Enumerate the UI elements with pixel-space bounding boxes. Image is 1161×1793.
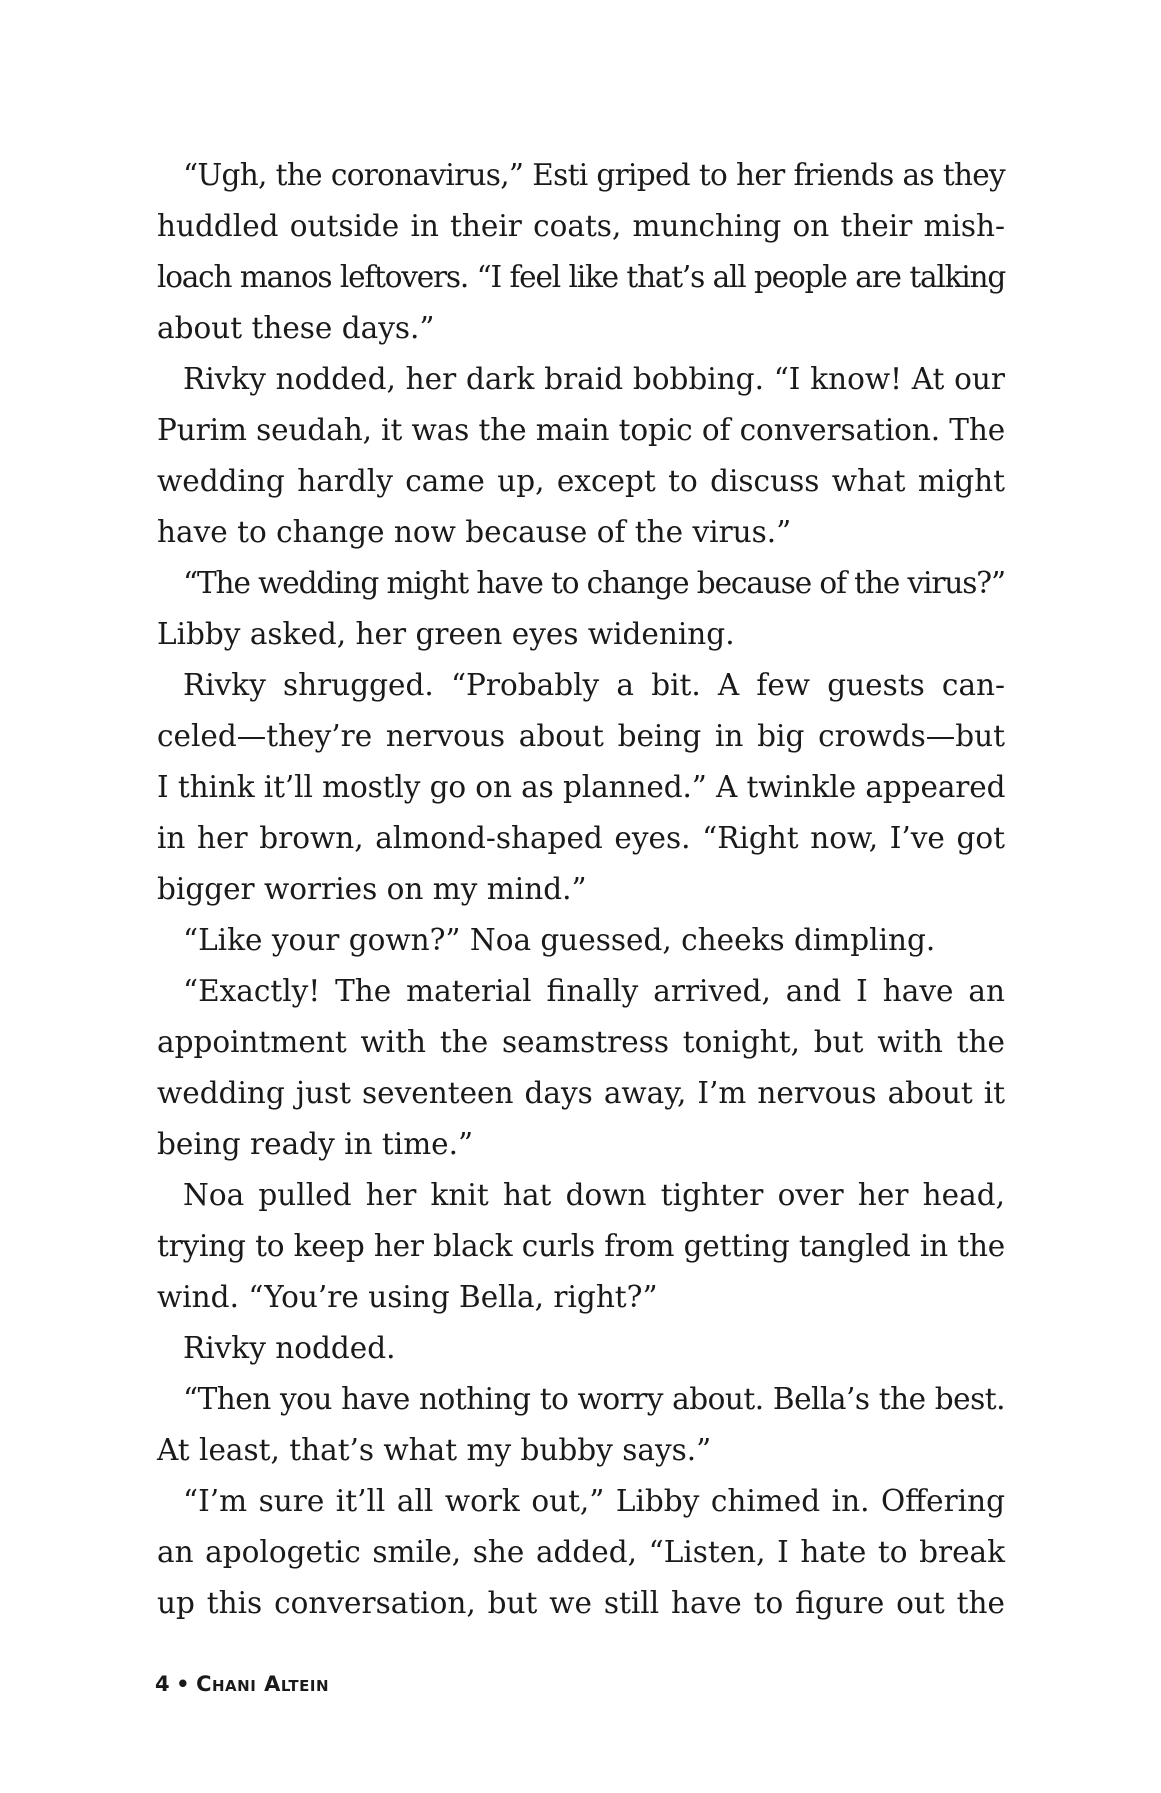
- author-name: Chani Altein: [196, 1672, 330, 1696]
- footer-separator: •: [176, 1672, 191, 1696]
- text-line: “Like your gown?” Noa guessed, cheeks dimpling.: [183, 923, 936, 957]
- text-line: huddled outside in their coats, munching on their mish-: [157, 209, 1005, 243]
- page-footer: [155, 1672, 329, 1696]
- text-line: wedding just seventeen days away, I’m nervous about it: [157, 1076, 1005, 1110]
- text-line: At least, that’s what my bubby says.”: [157, 1433, 712, 1467]
- text-line: being ready in time.”: [157, 1127, 474, 1161]
- text-line: appointment with the seamstress tonight, but with the: [157, 1025, 1005, 1059]
- text-line: “Exactly! The material finally arrived, and I have an: [183, 974, 1005, 1008]
- text-line: Purim seudah, it was the main topic of conversation. The: [157, 413, 1006, 447]
- text-line: Rivky shrugged. “Probably a bit. A few guests can-: [183, 668, 1005, 702]
- text-line: Rivky nodded, her dark braid bobbing. “I know! At our: [183, 362, 1005, 396]
- text-line: celed—they’re nervous about being in big crowds—but: [157, 719, 1005, 753]
- text-line: Libby asked, her green eyes widening.: [157, 617, 735, 651]
- text-line: “I’m sure it’ll all work out,” Libby chimed in. Offering: [183, 1484, 1005, 1518]
- text-line: loach manos leftovers. “I feel like that’s all people are talking: [157, 260, 1005, 294]
- text-line: Noa pulled her knit hat down tighter over her head,: [183, 1178, 1005, 1212]
- text-line: I think it’ll mostly go on as planned.” A twinkle appeared: [157, 770, 1006, 804]
- text-line: an apologetic smile, she added, “Listen, I hate to break: [157, 1535, 1005, 1569]
- text-line: up this conversation, but we still have to figure out the: [157, 1586, 1005, 1620]
- text-line: wind. “You’re using Bella, right?”: [157, 1280, 658, 1314]
- text-line: “The wedding might have to change because of the virus?”: [183, 566, 1006, 600]
- text-line: Rivky nodded.: [183, 1331, 396, 1365]
- text-line: bigger worries on my mind.”: [157, 872, 587, 906]
- text-line: about these days.”: [157, 311, 435, 345]
- text-line: “Then you have nothing to worry about. Bella’s the best.: [183, 1382, 1005, 1416]
- text-line: trying to keep her black curls from getting tangled in the: [157, 1229, 1005, 1263]
- text-line: in her brown, almond-shaped eyes. “Right now, I’ve got: [157, 821, 1005, 855]
- text-line: have to change now because of the virus.”: [157, 515, 792, 549]
- page-number: 4: [155, 1672, 171, 1696]
- body-text: [157, 150, 1005, 1629]
- text-line: wedding hardly came up, except to discuss what might: [157, 464, 1005, 498]
- text-line: “Ugh, the coronavirus,” Esti griped to her friends as they: [183, 158, 1005, 192]
